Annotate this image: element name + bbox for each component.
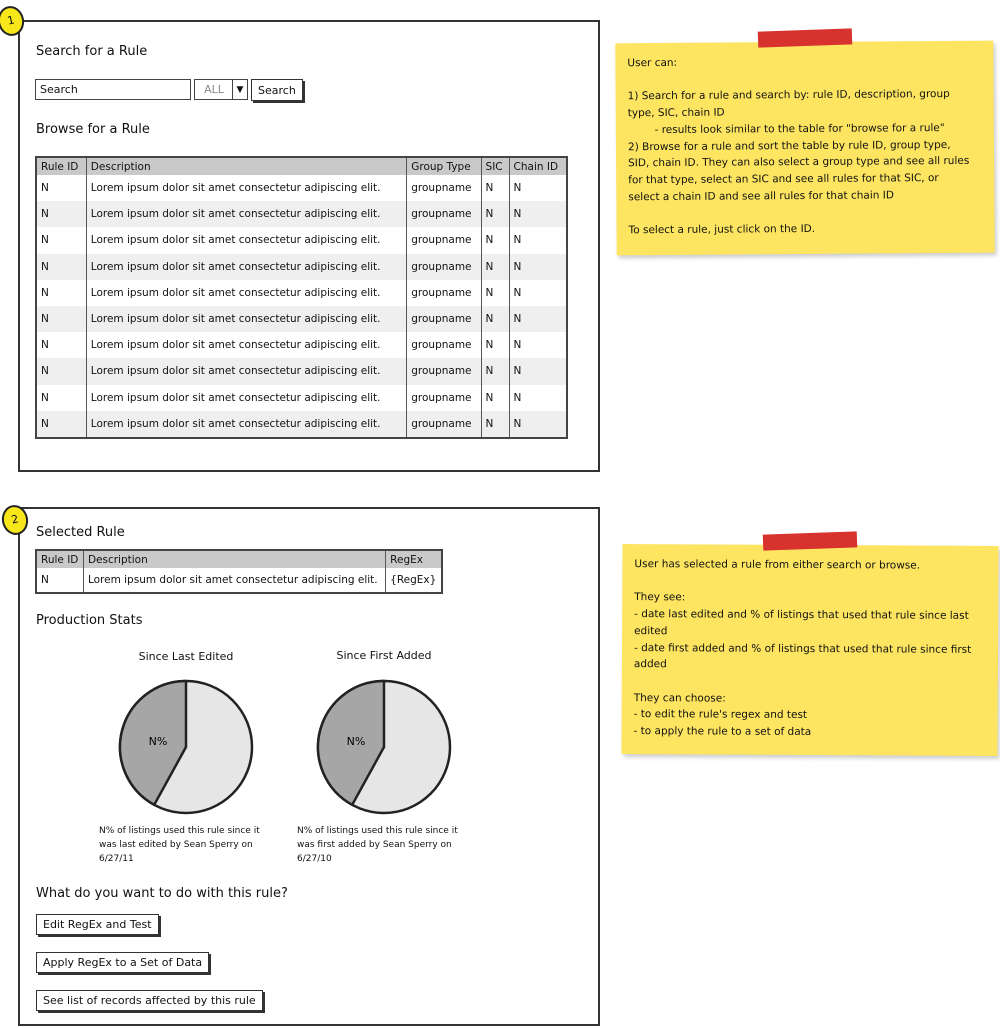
pie-label: N% bbox=[148, 735, 168, 748]
note-line: - to edit the rule's regex and test bbox=[633, 708, 808, 722]
note-line: type, SIC, chain ID bbox=[627, 106, 725, 120]
table-cell: N bbox=[481, 254, 509, 280]
table-cell: N bbox=[509, 411, 567, 438]
table-cell: groupname bbox=[407, 332, 481, 358]
pie-label: N% bbox=[346, 735, 366, 748]
table-cell: Lorem ipsum dolor sit amet consectetur adipiscing elit. bbox=[86, 385, 406, 411]
column-header: Chain ID bbox=[509, 157, 567, 175]
see-records-button[interactable]: See list of records affected by this rule bbox=[36, 990, 263, 1011]
note-line: - results look similar to the table for "browse for a rule" bbox=[627, 121, 945, 137]
pie-title-first-added: Since First Added bbox=[336, 649, 432, 662]
table-cell: N bbox=[509, 201, 567, 227]
table-cell: N bbox=[36, 358, 86, 384]
note-line: They see: bbox=[634, 591, 686, 604]
browse-table bbox=[35, 156, 568, 439]
note-text bbox=[627, 53, 982, 239]
table-cell: N bbox=[481, 201, 509, 227]
note-line: select a chain ID and see all rules for that chain ID bbox=[628, 189, 894, 203]
table-cell: Lorem ipsum dolor sit amet consectetur adipiscing elit. bbox=[86, 227, 406, 253]
note-line: - to apply the rule to a set of data bbox=[633, 725, 812, 739]
pie-caption-last-edited: N% of listings used this rule since it was last edited by Sean Sperry on 6/27/11 bbox=[99, 826, 260, 864]
table-cell: N bbox=[36, 254, 86, 280]
note-line: - date last edited and % of listings that used that rule since last bbox=[634, 608, 969, 622]
table-row[interactable] bbox=[36, 175, 567, 201]
column-header: Description bbox=[86, 157, 406, 175]
apply-regex-button[interactable]: Apply RegEx to a Set of Data bbox=[36, 952, 209, 973]
search-heading: Search for a Rule bbox=[36, 44, 148, 59]
column-header: Group Type bbox=[407, 157, 481, 175]
note-line: for that type, select an SIC and see all rules for that SIC, or bbox=[628, 171, 939, 187]
table-cell: groupname bbox=[407, 358, 481, 384]
table-cell: groupname bbox=[407, 385, 481, 411]
search-button[interactable]: Search bbox=[251, 79, 303, 101]
table-row[interactable] bbox=[36, 201, 567, 227]
table-row[interactable] bbox=[36, 306, 567, 332]
table-cell: N bbox=[481, 332, 509, 358]
table-cell: groupname bbox=[407, 201, 481, 227]
search-browse-panel bbox=[18, 20, 600, 472]
table-cell: Lorem ipsum dolor sit amet consectetur adipiscing elit. bbox=[86, 332, 406, 358]
table-cell: N bbox=[36, 568, 83, 593]
table-cell: N bbox=[36, 306, 86, 332]
table-row[interactable] bbox=[36, 332, 567, 358]
note-line: User has selected a rule from either search or browse. bbox=[634, 558, 921, 572]
selected-rule-table bbox=[35, 549, 443, 594]
filter-select[interactable] bbox=[194, 79, 234, 100]
table-cell: N bbox=[36, 332, 86, 358]
table-cell: N bbox=[509, 175, 567, 201]
note-line: edited bbox=[634, 624, 668, 638]
column-header: SIC bbox=[481, 157, 509, 175]
table-cell: Lorem ipsum dolor sit amet consectetur adipiscing elit. bbox=[86, 280, 406, 306]
step-badge: 1 bbox=[0, 4, 27, 39]
table-cell: N bbox=[36, 411, 86, 438]
column-header: Rule ID bbox=[36, 157, 86, 175]
table-cell: Lorem ipsum dolor sit amet consectetur adipiscing elit. bbox=[83, 568, 385, 593]
note-line: - date first added and % of listings that used that rule since first bbox=[633, 641, 972, 656]
table-cell: groupname bbox=[407, 280, 481, 306]
table-cell: N bbox=[509, 254, 567, 280]
note-line: To select a rule, just click on the ID. bbox=[628, 222, 816, 237]
filter-select-value: ALL bbox=[204, 83, 224, 96]
sticky-note-search bbox=[615, 41, 994, 256]
note-line: 1) Search for a rule and search by: rule ID, description, group bbox=[627, 88, 950, 103]
tape bbox=[758, 28, 853, 47]
table-cell: groupname bbox=[407, 411, 481, 438]
table-cell: Lorem ipsum dolor sit amet consectetur adipiscing elit. bbox=[86, 358, 406, 384]
search-input[interactable] bbox=[35, 79, 191, 100]
table-row[interactable] bbox=[36, 385, 567, 411]
table-cell: groupname bbox=[407, 175, 481, 201]
table-cell: groupname bbox=[407, 227, 481, 253]
note-line bbox=[634, 673, 986, 692]
pie-title-last-edited: Since Last Edited bbox=[138, 650, 234, 663]
note-line bbox=[634, 573, 986, 592]
table-row[interactable] bbox=[36, 227, 567, 253]
table-cell: groupname bbox=[407, 254, 481, 280]
note-text bbox=[634, 556, 987, 742]
note-line: User can: bbox=[627, 56, 678, 70]
table-row bbox=[36, 568, 442, 593]
pie-charts bbox=[20, 669, 600, 819]
selected-heading: Selected Rule bbox=[36, 525, 125, 540]
sticky-note-selected bbox=[621, 544, 998, 756]
table-cell: N bbox=[509, 332, 567, 358]
column-header: Rule ID bbox=[36, 550, 83, 568]
table-cell: N bbox=[36, 280, 86, 306]
table-row[interactable] bbox=[36, 280, 567, 306]
table-row[interactable] bbox=[36, 358, 567, 384]
table-cell: Lorem ipsum dolor sit amet consectetur adipiscing elit. bbox=[86, 175, 406, 201]
column-header: Description bbox=[83, 550, 385, 568]
selected-rule-panel bbox=[18, 507, 600, 1026]
table-cell: N bbox=[36, 175, 86, 201]
table-cell: N bbox=[481, 411, 509, 438]
table-row[interactable] bbox=[36, 254, 567, 280]
table-cell: N bbox=[481, 306, 509, 332]
table-cell: Lorem ipsum dolor sit amet consectetur adipiscing elit. bbox=[86, 254, 406, 280]
table-cell: {RegEx} bbox=[386, 568, 442, 593]
table-cell: N bbox=[481, 385, 509, 411]
pie-caption-first-added: N% of listings used this rule since it was first added by Sean Sperry on 6/27/10 bbox=[297, 826, 458, 864]
table-cell: Lorem ipsum dolor sit amet consectetur adipiscing elit. bbox=[86, 201, 406, 227]
tape bbox=[763, 531, 858, 550]
note-line: They can choose: bbox=[633, 691, 726, 705]
table-cell: N bbox=[509, 227, 567, 253]
table-cell: N bbox=[509, 358, 567, 384]
browse-heading: Browse for a Rule bbox=[36, 122, 150, 137]
table-cell: N bbox=[36, 201, 86, 227]
table-cell: N bbox=[36, 227, 86, 253]
table-cell: groupname bbox=[407, 306, 481, 332]
action-heading: What do you want to do with this rule? bbox=[36, 886, 288, 901]
table-cell: N bbox=[36, 385, 86, 411]
table-row[interactable] bbox=[36, 411, 567, 438]
chevron-down-icon[interactable]: ▼ bbox=[232, 79, 248, 100]
stats-heading: Production Stats bbox=[36, 613, 143, 628]
step-badge: 2 bbox=[0, 503, 31, 538]
table-cell: N bbox=[509, 280, 567, 306]
table-cell: Lorem ipsum dolor sit amet consectetur adipiscing elit. bbox=[86, 306, 406, 332]
table-cell: N bbox=[481, 280, 509, 306]
table-cell: N bbox=[509, 385, 567, 411]
table-cell: Lorem ipsum dolor sit amet consectetur adipiscing elit. bbox=[86, 411, 406, 438]
edit-regex-button[interactable]: Edit RegEx and Test bbox=[36, 914, 159, 935]
table-cell: N bbox=[481, 358, 509, 384]
note-line: added bbox=[633, 658, 667, 671]
table-cell: N bbox=[481, 227, 509, 253]
note-line: 2) Browse for a rule and sort the table by rule ID, group type, bbox=[627, 138, 951, 153]
table-cell: N bbox=[509, 306, 567, 332]
table-cell: N bbox=[481, 175, 509, 201]
column-header: RegEx bbox=[386, 550, 442, 568]
note-line: SID, chain ID. They can also select a group type and see all rules bbox=[628, 155, 970, 170]
